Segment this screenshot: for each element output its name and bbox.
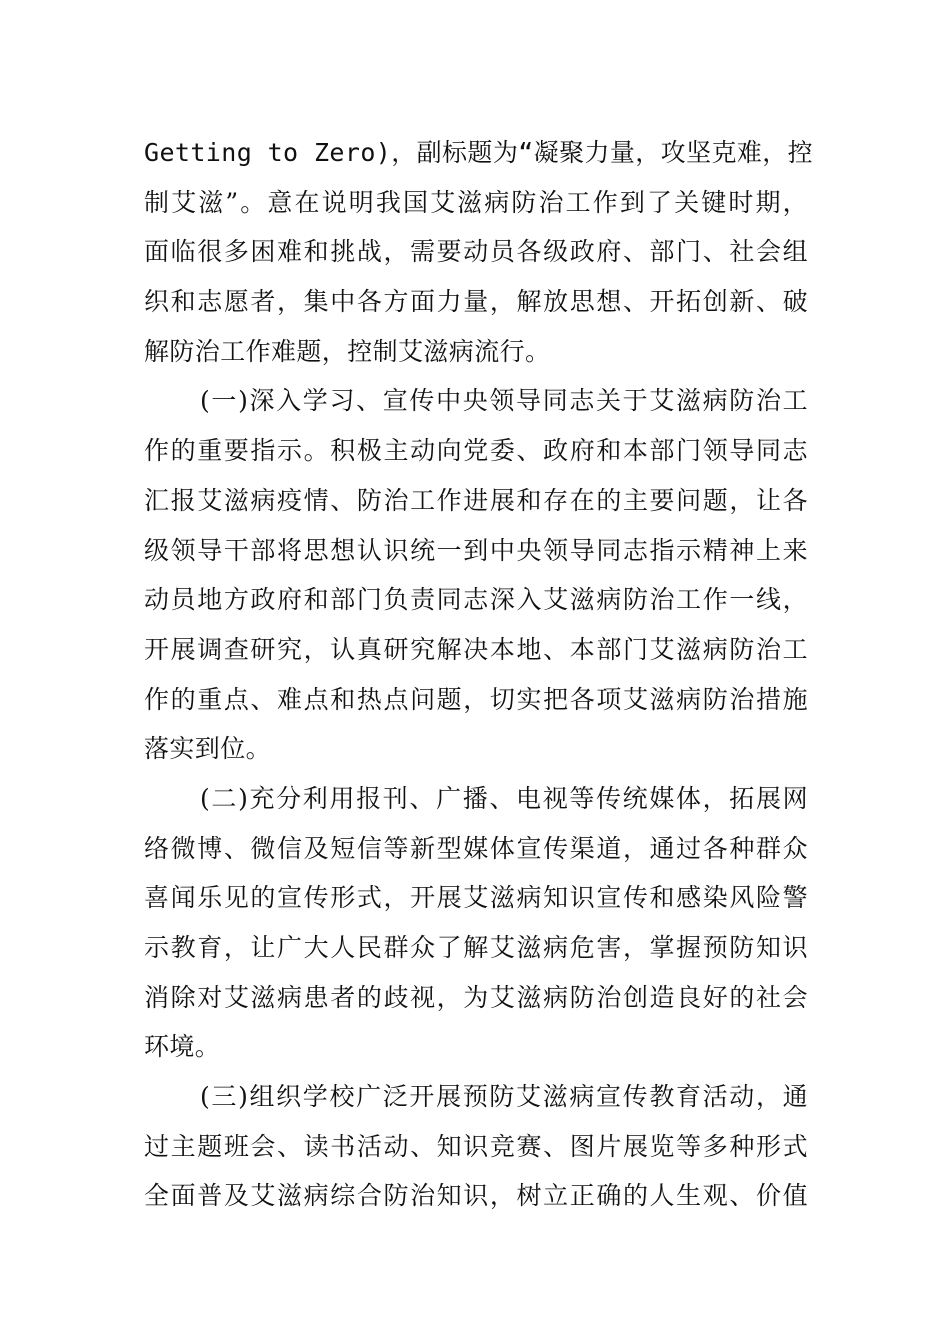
paragraph-line: Getting to Zero)，副标题为“凝聚力量，攻坚克难，控	[144, 138, 814, 167]
paragraph-line: 络微博、微信及短信等新型媒体宣传渠道，通过各种群众	[144, 833, 808, 863]
paragraph-line: 示教育，让广大人民群众了解艾滋病危害，掌握预防知识	[144, 933, 808, 962]
paragraph-line: 动员地方政府和部门负责同志深入艾滋病防治工作一线，	[144, 585, 808, 615]
paragraph-line: 落实到位。	[144, 734, 272, 764]
paragraph-line: 过主题班会、读书活动、知识竞赛、图片展览等多种形式	[144, 1131, 808, 1161]
paragraph-line: 开展调查研究，认真研究解决本地、本部门艾滋病防治工	[144, 634, 808, 664]
paragraph-line: (一)深入学习、宣传中央领导同志关于艾滋病防治工	[200, 386, 808, 416]
paragraph-line: 全面普及艾滋病综合防治知识，树立正确的人生观、价值	[144, 1181, 808, 1211]
paragraph-line: 面临很多困难和挑战，需要动员各级政府、部门、社会组	[144, 237, 808, 267]
paragraph-line: 解防治工作难题，控制艾滋病流行。	[144, 336, 551, 366]
paragraph-line: 级领导干部将思想认识统一到中央领导同志指示精神上来	[144, 535, 808, 565]
paragraph-line: 喜闻乐见的宣传形式，开展艾滋病知识宣传和感染风险警	[144, 883, 808, 913]
paragraph-line: (三)组织学校广泛开展预防艾滋病宣传教育活动，通	[200, 1082, 808, 1112]
paragraph-line: 作的重点、难点和热点问题，切实把各项艾滋病防治措施	[144, 684, 808, 714]
paragraph-line: 环境。	[144, 1032, 221, 1062]
document-body	[144, 128, 814, 1221]
paragraph-line: 制艾滋”。意在说明我国艾滋病防治工作到了关键时期，	[144, 187, 808, 217]
paragraph-line: 织和志愿者，集中各方面力量，解放思想、开拓创新、破	[144, 287, 808, 317]
paragraph-line: 作的重要指示。积极主动向党委、政府和本部门领导同志	[144, 436, 808, 466]
paragraph-line: (二)充分利用报刊、广播、电视等传统媒体，拓展网	[200, 783, 808, 813]
paragraph-line: 消除对艾滋病患者的歧视，为艾滋病防治创造良好的社会	[144, 982, 808, 1012]
paragraph-line: 汇报艾滋病疫情、防治工作进展和存在的主要问题，让各	[144, 485, 808, 515]
